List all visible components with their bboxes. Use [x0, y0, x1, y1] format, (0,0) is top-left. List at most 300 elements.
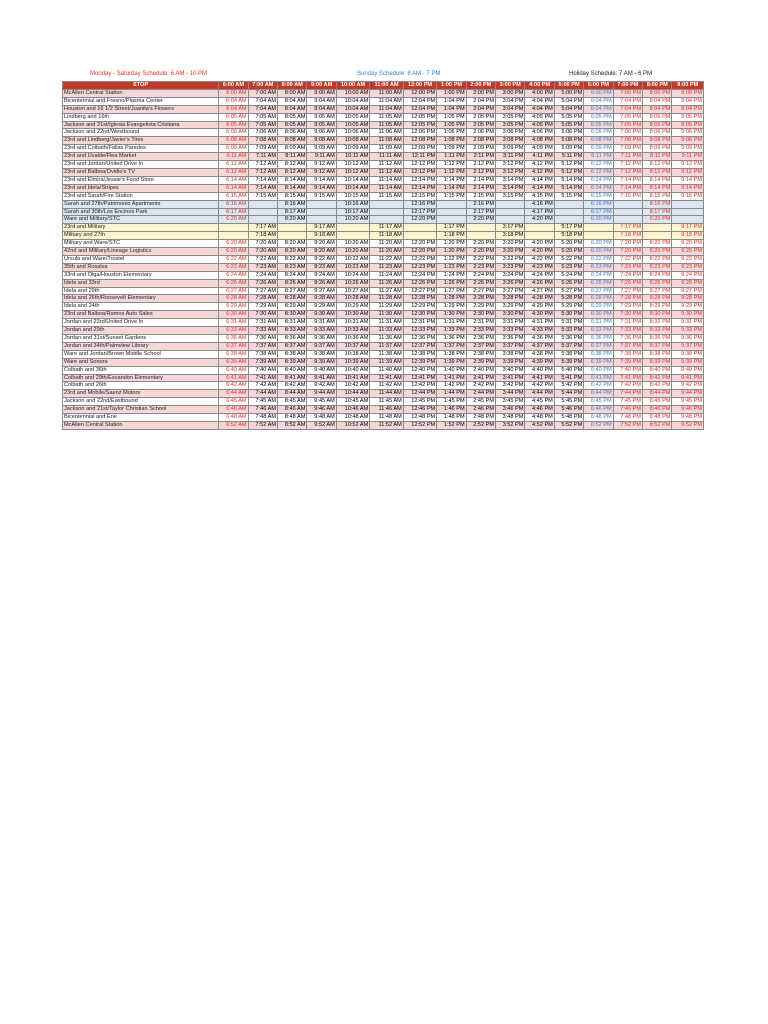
time-cell: 2:42 PM: [466, 382, 495, 390]
time-cell: 8:29 AM: [278, 303, 307, 311]
time-cell: 6:31 AM: [219, 319, 248, 327]
time-cell: 9:45 PM: [672, 398, 704, 406]
time-cell: 10:31 AM: [336, 319, 369, 327]
time-cell: 12:46 PM: [403, 406, 436, 414]
time-cell: 11:24 AM: [370, 271, 403, 279]
time-cell: 6:27 AM: [219, 287, 248, 295]
time-cell: 11:05 AM: [370, 121, 403, 129]
table-row: [63, 327, 704, 335]
time-cell: 4:28 PM: [525, 295, 554, 303]
time-cell: 6:39 PM: [584, 358, 613, 366]
time-cell: 10:38 AM: [336, 350, 369, 358]
stop-name-cell: 42nd and Military/Lineage Logistics: [63, 248, 219, 256]
time-cell: 2:38 PM: [466, 350, 495, 358]
time-cell: 6:00 AM: [219, 89, 248, 97]
time-cell: 12:08 PM: [403, 137, 436, 145]
time-cell: 5:38 PM: [554, 350, 583, 358]
time-cell: 4:27 PM: [525, 287, 554, 295]
time-cell: 9:22 PM: [672, 255, 704, 263]
time-cell: 5:17 PM: [554, 224, 583, 232]
time-cell: 7:48 AM: [248, 414, 277, 422]
time-cell: [370, 208, 403, 216]
time-cell: 7:22 AM: [248, 255, 277, 263]
time-cell: 7:30 PM: [613, 311, 642, 319]
time-cell: 11:44 AM: [370, 390, 403, 398]
time-cell: 8:11 AM: [278, 153, 307, 161]
time-cell: 5:28 PM: [554, 295, 583, 303]
time-cell: 7:20 AM: [248, 240, 277, 248]
table-row: [63, 89, 704, 97]
time-cell: 10:09 AM: [336, 145, 369, 153]
time-cell: 9:28 AM: [307, 295, 336, 303]
time-cell: 5:14 PM: [554, 176, 583, 184]
time-cell: 9:04 PM: [672, 105, 704, 113]
time-cell: 8:36 AM: [278, 335, 307, 343]
time-cell: 7:06 PM: [613, 129, 642, 137]
time-cell: 7:33 PM: [613, 327, 642, 335]
time-cell: 9:18 PM: [672, 232, 704, 240]
time-cell: 7:41 PM: [613, 374, 642, 382]
column-header-time: 3:00 PM: [496, 82, 525, 90]
time-cell: 9:20 AM: [307, 248, 336, 256]
time-cell: 4:52 PM: [525, 421, 554, 429]
time-cell: 5:08 PM: [554, 137, 583, 145]
time-cell: 4:26 PM: [525, 279, 554, 287]
time-cell: 9:14 AM: [307, 176, 336, 184]
column-header-time: 7:00 PM: [613, 82, 642, 90]
time-cell: 8:20 AM: [278, 240, 307, 248]
time-cell: 12:26 PM: [403, 279, 436, 287]
stop-name-cell: Sarah and 30th/Los Encinos Park: [63, 208, 219, 216]
time-cell: 7:04 AM: [248, 105, 277, 113]
time-cell: 5:14 PM: [554, 184, 583, 192]
time-cell: 2:36 PM: [466, 335, 495, 343]
time-cell: 8:44 PM: [643, 390, 672, 398]
time-cell: 8:27 PM: [643, 287, 672, 295]
time-cell: 5:52 PM: [554, 421, 583, 429]
time-cell: 1:18 PM: [437, 232, 466, 240]
time-cell: 3:44 PM: [496, 390, 525, 398]
time-cell: 6:11 AM: [219, 153, 248, 161]
time-cell: 8:45 PM: [643, 398, 672, 406]
time-cell: 10:36 AM: [336, 335, 369, 343]
time-cell: 1:05 PM: [437, 121, 466, 129]
time-cell: 10:04 AM: [336, 97, 369, 105]
time-cell: 7:17 AM: [248, 224, 277, 232]
time-cell: 7:04 AM: [248, 97, 277, 105]
time-cell: 6:22 PM: [584, 255, 613, 263]
time-cell: 8:52 PM: [643, 421, 672, 429]
time-cell: 6:52 AM: [219, 421, 248, 429]
time-cell: [307, 216, 336, 224]
time-cell: 3:15 PM: [496, 192, 525, 200]
table-row: [63, 192, 704, 200]
time-cell: [466, 224, 495, 232]
table-row: [63, 129, 704, 137]
time-cell: 8:30 AM: [278, 311, 307, 319]
time-cell: 6:05 PM: [584, 121, 613, 129]
stop-name-cell: McAllen Central Station: [63, 421, 219, 429]
time-cell: 9:14 AM: [307, 184, 336, 192]
time-cell: 8:16 PM: [643, 200, 672, 208]
time-cell: 2:12 PM: [466, 168, 495, 176]
stop-name-cell: Lindberg and 16th: [63, 113, 219, 121]
time-cell: [613, 200, 642, 208]
time-cell: 6:16 AM: [219, 200, 248, 208]
time-cell: 9:37 PM: [672, 342, 704, 350]
time-cell: 6:41 AM: [219, 374, 248, 382]
time-cell: 7:08 AM: [248, 137, 277, 145]
time-cell: 8:09 PM: [643, 145, 672, 153]
time-cell: 7:24 AM: [248, 271, 277, 279]
table-row: [63, 137, 704, 145]
time-cell: [672, 200, 704, 208]
time-cell: 8:48 AM: [278, 414, 307, 422]
time-cell: 9:41 AM: [307, 374, 336, 382]
time-cell: 8:38 AM: [278, 350, 307, 358]
time-cell: [307, 208, 336, 216]
time-cell: 9:40 PM: [672, 366, 704, 374]
time-cell: 6:14 PM: [584, 184, 613, 192]
time-cell: 10:45 AM: [336, 398, 369, 406]
time-cell: 9:22 AM: [307, 255, 336, 263]
time-cell: 7:11 AM: [248, 153, 277, 161]
time-cell: 8:24 AM: [278, 271, 307, 279]
time-cell: 9:24 AM: [307, 271, 336, 279]
time-cell: 9:05 AM: [307, 121, 336, 129]
time-cell: 7:08 PM: [613, 137, 642, 145]
time-cell: 3:14 PM: [496, 184, 525, 192]
time-cell: 9:48 PM: [672, 414, 704, 422]
time-cell: 3:30 PM: [496, 311, 525, 319]
time-cell: 5:44 PM: [554, 390, 583, 398]
stop-name-cell: Bicentennial and Fresno/Plasma Center: [63, 97, 219, 105]
time-cell: 9:48 AM: [307, 414, 336, 422]
time-cell: 11:05 AM: [370, 113, 403, 121]
time-cell: 5:41 PM: [554, 374, 583, 382]
time-cell: 9:26 AM: [307, 279, 336, 287]
time-cell: 7:29 PM: [613, 303, 642, 311]
table-row: [63, 184, 704, 192]
time-cell: 8:20 PM: [643, 240, 672, 248]
time-cell: [525, 224, 554, 232]
time-cell: 3:05 PM: [496, 113, 525, 121]
time-cell: 9:14 PM: [672, 176, 704, 184]
time-cell: 5:05 PM: [554, 113, 583, 121]
table-row: [63, 121, 704, 129]
time-cell: 2:14 PM: [466, 184, 495, 192]
time-cell: 1:04 PM: [437, 105, 466, 113]
column-header-time: 1:00 PM: [437, 82, 466, 90]
time-cell: 1:08 PM: [437, 137, 466, 145]
time-cell: 12:41 PM: [403, 374, 436, 382]
time-cell: 11:09 AM: [370, 145, 403, 153]
time-cell: 4:14 PM: [525, 176, 554, 184]
time-cell: 11:42 AM: [370, 382, 403, 390]
time-cell: 8:00 AM: [278, 89, 307, 97]
time-cell: 6:48 AM: [219, 414, 248, 422]
time-cell: 2:52 PM: [466, 421, 495, 429]
table-row: [63, 113, 704, 121]
time-cell: 9:08 AM: [307, 137, 336, 145]
time-cell: 4:05 PM: [525, 121, 554, 129]
table-row: [63, 240, 704, 248]
time-cell: 6:14 AM: [219, 184, 248, 192]
time-cell: 10:20 AM: [336, 248, 369, 256]
time-cell: 7:42 AM: [248, 382, 277, 390]
table-row: [63, 398, 704, 406]
time-cell: 12:39 PM: [403, 358, 436, 366]
time-cell: 10:42 AM: [336, 382, 369, 390]
time-cell: 3:36 PM: [496, 335, 525, 343]
stop-name-cell: 23rd and Idela/Stripes: [63, 184, 219, 192]
time-cell: 2:20 PM: [466, 248, 495, 256]
table-row: [63, 319, 704, 327]
time-cell: 8:05 AM: [278, 121, 307, 129]
time-cell: [584, 224, 613, 232]
time-cell: 7:00 PM: [613, 89, 642, 97]
time-cell: 10:08 AM: [336, 137, 369, 145]
time-cell: 7:15 PM: [613, 192, 642, 200]
time-cell: 5:20 PM: [554, 248, 583, 256]
time-cell: 1:33 PM: [437, 327, 466, 335]
time-cell: 7:33 AM: [248, 327, 277, 335]
time-cell: 1:12 PM: [437, 168, 466, 176]
time-cell: [554, 208, 583, 216]
column-header-time: 11:00 AM: [370, 82, 403, 90]
time-cell: 7:30 AM: [248, 311, 277, 319]
time-cell: 3:37 PM: [496, 342, 525, 350]
stop-name-cell: Ware and Military/STC: [63, 216, 219, 224]
time-cell: 12:33 PM: [403, 327, 436, 335]
time-cell: 6:20 PM: [584, 240, 613, 248]
time-cell: [336, 224, 369, 232]
time-cell: 8:12 AM: [278, 161, 307, 169]
time-cell: 12:27 PM: [403, 287, 436, 295]
time-cell: 3:27 PM: [496, 287, 525, 295]
time-cell: 1:52 PM: [437, 421, 466, 429]
time-cell: 9:33 AM: [307, 327, 336, 335]
time-cell: 4:39 PM: [525, 358, 554, 366]
time-cell: 4:20 PM: [525, 248, 554, 256]
time-cell: 8:14 PM: [643, 184, 672, 192]
table-row: [63, 263, 704, 271]
time-cell: 9:15 AM: [307, 192, 336, 200]
time-cell: 4:46 PM: [525, 406, 554, 414]
time-cell: 1:12 PM: [437, 161, 466, 169]
time-cell: 9:38 PM: [672, 350, 704, 358]
time-cell: 1:37 PM: [437, 342, 466, 350]
time-cell: 4:12 PM: [525, 168, 554, 176]
time-cell: 9:45 AM: [307, 398, 336, 406]
time-cell: 1:26 PM: [437, 279, 466, 287]
time-cell: 8:08 PM: [643, 137, 672, 145]
time-cell: 11:46 AM: [370, 406, 403, 414]
time-cell: 10:44 AM: [336, 390, 369, 398]
time-cell: 11:36 AM: [370, 335, 403, 343]
table-row: [63, 168, 704, 176]
time-cell: 11:39 AM: [370, 358, 403, 366]
time-cell: 6:14 PM: [584, 176, 613, 184]
time-cell: 9:44 PM: [672, 390, 704, 398]
time-cell: 8:30 PM: [643, 311, 672, 319]
time-cell: 7:05 PM: [613, 113, 642, 121]
time-cell: 8:20 PM: [643, 248, 672, 256]
time-cell: [613, 208, 642, 216]
time-cell: 11:26 AM: [370, 279, 403, 287]
time-cell: 7:12 PM: [613, 168, 642, 176]
time-cell: 7:27 AM: [248, 287, 277, 295]
time-cell: 7:18 PM: [613, 232, 642, 240]
time-cell: 10:40 AM: [336, 366, 369, 374]
time-cell: 9:06 PM: [672, 129, 704, 137]
stop-name-cell: Military and Ware/STC: [63, 240, 219, 248]
time-cell: 11:12 AM: [370, 161, 403, 169]
column-header-stop: STOP: [63, 82, 219, 90]
time-cell: 8:31 PM: [643, 319, 672, 327]
time-cell: 6:52 PM: [584, 421, 613, 429]
stop-name-cell: Sarah and 27th/Patrimonio Apartments: [63, 200, 219, 208]
time-cell: 2:33 PM: [466, 327, 495, 335]
time-cell: 7:31 PM: [613, 319, 642, 327]
time-cell: 8:14 AM: [278, 176, 307, 184]
stop-name-cell: Jordan and 29th: [63, 327, 219, 335]
time-cell: 12:37 PM: [403, 342, 436, 350]
time-cell: 7:38 PM: [613, 350, 642, 358]
stop-name-cell: McAllen Central Station: [63, 89, 219, 97]
table-body: [63, 89, 704, 429]
column-header-time: 9:00 PM: [672, 82, 704, 90]
time-cell: 9:44 AM: [307, 390, 336, 398]
time-cell: 10:20 AM: [336, 240, 369, 248]
table-row: [63, 224, 704, 232]
time-cell: 11:04 AM: [370, 105, 403, 113]
table-row: [63, 248, 704, 256]
time-cell: 7:44 PM: [613, 390, 642, 398]
time-cell: 6:04 AM: [219, 97, 248, 105]
time-cell: 3:00 PM: [496, 89, 525, 97]
time-cell: 10:14 AM: [336, 184, 369, 192]
time-cell: 4:36 PM: [525, 335, 554, 343]
time-cell: 7:46 PM: [613, 406, 642, 414]
time-cell: 10:06 AM: [336, 129, 369, 137]
time-cell: 2:22 PM: [466, 255, 495, 263]
time-cell: 6:37 PM: [584, 342, 613, 350]
time-cell: 12:14 PM: [403, 184, 436, 192]
time-cell: 10:15 AM: [336, 192, 369, 200]
time-cell: 9:04 AM: [307, 97, 336, 105]
time-cell: 6:20 PM: [584, 216, 613, 224]
time-cell: 10:05 AM: [336, 121, 369, 129]
time-cell: 6:24 PM: [584, 271, 613, 279]
time-cell: 3:42 PM: [496, 382, 525, 390]
time-cell: 12:05 PM: [403, 121, 436, 129]
time-cell: 2:15 PM: [466, 192, 495, 200]
time-cell: 9:41 PM: [672, 374, 704, 382]
time-cell: 7:15 AM: [248, 192, 277, 200]
table-row: [63, 200, 704, 208]
time-cell: 9:04 AM: [307, 105, 336, 113]
time-cell: 6:36 AM: [219, 335, 248, 343]
time-cell: 9:05 AM: [307, 113, 336, 121]
time-cell: 12:17 PM: [403, 208, 436, 216]
time-cell: 7:41 AM: [248, 374, 277, 382]
time-cell: 8:12 PM: [643, 161, 672, 169]
time-cell: 9:29 PM: [672, 303, 704, 311]
time-cell: 9:04 PM: [672, 97, 704, 105]
time-cell: 9:23 AM: [307, 263, 336, 271]
time-cell: 7:37 PM: [613, 342, 642, 350]
time-cell: 10:16 AM: [336, 200, 369, 208]
holiday-schedule-label: Holiday Schedule: 7 AM - 6 PM: [569, 71, 653, 77]
time-cell: 8:04 AM: [278, 97, 307, 105]
time-cell: 1:48 PM: [437, 414, 466, 422]
time-cell: 5:06 PM: [554, 129, 583, 137]
time-cell: 8:22 AM: [278, 255, 307, 263]
time-cell: 9:06 AM: [307, 129, 336, 137]
time-cell: 8:41 AM: [278, 374, 307, 382]
time-cell: 7:11 PM: [613, 153, 642, 161]
time-cell: 6:12 AM: [219, 168, 248, 176]
time-cell: 11:17 AM: [370, 224, 403, 232]
time-cell: 1:20 PM: [437, 248, 466, 256]
time-cell: 6:40 AM: [219, 366, 248, 374]
time-cell: 7:29 AM: [248, 303, 277, 311]
time-cell: 4:20 PM: [525, 216, 554, 224]
table-row: [63, 421, 704, 429]
time-cell: 7:20 PM: [613, 248, 642, 256]
time-cell: 2:20 PM: [466, 240, 495, 248]
time-cell: [554, 216, 583, 224]
time-cell: 8:37 AM: [278, 342, 307, 350]
time-cell: 10:00 AM: [336, 89, 369, 97]
time-cell: 10:33 AM: [336, 327, 369, 335]
time-cell: 9:37 AM: [307, 342, 336, 350]
time-cell: 10:11 AM: [336, 153, 369, 161]
time-cell: 5:40 PM: [554, 366, 583, 374]
time-cell: 8:46 PM: [643, 406, 672, 414]
table-row: [63, 279, 704, 287]
time-cell: 6:28 AM: [219, 295, 248, 303]
time-cell: 12:45 PM: [403, 398, 436, 406]
stop-name-cell: 23rd and Mobile/Saenz Motors: [63, 390, 219, 398]
time-cell: 9:27 PM: [672, 287, 704, 295]
time-cell: 2:46 PM: [466, 406, 495, 414]
table-row: [63, 153, 704, 161]
time-cell: 10:24 AM: [336, 271, 369, 279]
time-cell: 9:31 PM: [672, 319, 704, 327]
time-cell: 10:22 AM: [336, 255, 369, 263]
time-cell: 6:29 PM: [584, 303, 613, 311]
time-cell: 7:14 PM: [613, 184, 642, 192]
time-cell: 5:12 PM: [554, 168, 583, 176]
time-cell: 6:14 AM: [219, 176, 248, 184]
stop-name-cell: 23rd and Military: [63, 224, 219, 232]
time-cell: 6:12 PM: [584, 168, 613, 176]
column-header-time: 10:00 AM: [336, 82, 369, 90]
time-cell: 8:05 AM: [278, 113, 307, 121]
time-cell: 3:18 PM: [496, 232, 525, 240]
time-cell: 4:06 PM: [525, 129, 554, 137]
time-cell: [219, 232, 248, 240]
stop-name-cell: 23rd and Sarah/Fire Station: [63, 192, 219, 200]
time-cell: 6:20 AM: [219, 216, 248, 224]
time-cell: 7:26 AM: [248, 279, 277, 287]
stop-name-cell: 23rd and Balboa/Ramos Auto Sales: [63, 311, 219, 319]
stop-name-cell: Idela and 24th: [63, 303, 219, 311]
time-cell: 9:36 AM: [307, 335, 336, 343]
time-cell: 4:22 PM: [525, 255, 554, 263]
